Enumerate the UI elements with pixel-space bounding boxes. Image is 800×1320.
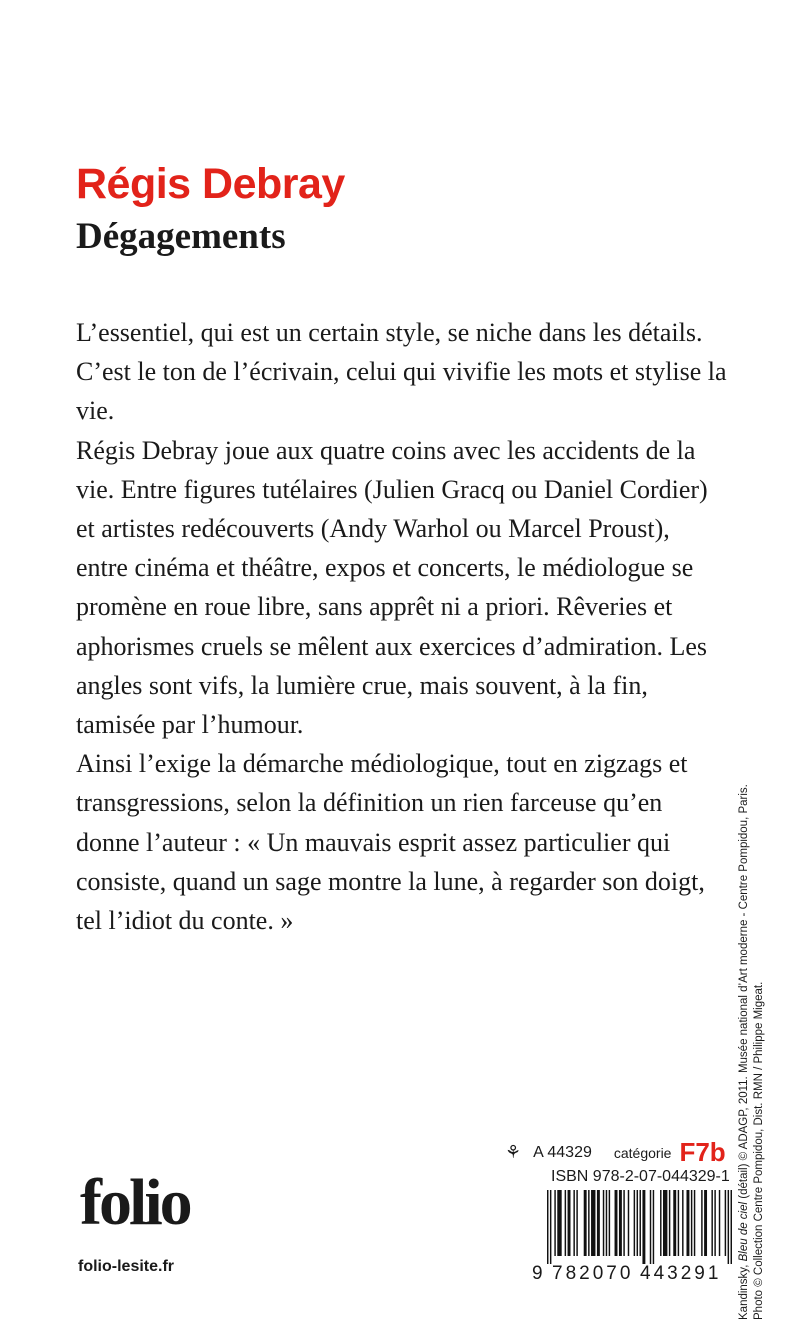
barcode-bar	[691, 1190, 692, 1256]
barcode-bar	[565, 1190, 566, 1256]
barcode-bar	[603, 1190, 604, 1256]
barcode-bar	[623, 1190, 624, 1256]
back-cover-blurb	[76, 313, 728, 940]
barcode-digit-group-1: 782070	[552, 1263, 634, 1284]
barcode-bar	[673, 1190, 676, 1256]
publisher-website: folio-lesite.fr	[78, 1258, 175, 1275]
book-title: Dégagements	[76, 216, 286, 257]
barcode-bar	[606, 1190, 607, 1256]
barcode-bar	[640, 1190, 641, 1256]
image-credits	[737, 690, 797, 1320]
barcode-bar	[637, 1190, 638, 1256]
barcode-bar	[701, 1190, 702, 1256]
barcode-bar	[597, 1190, 600, 1256]
barcode-bar	[731, 1190, 732, 1264]
barcode-bar	[591, 1190, 595, 1256]
credits-line-2: Photo © Collection Centre Pompidou, Dist. RMN / Philippe Migeat.	[753, 981, 765, 1320]
barcode	[547, 1190, 732, 1264]
blurb-paragraph-3: Ainsi l’exige la démarche médiologique, tout en zigzags et transgressions, selon la définition un rien farceuse qu’en donne l’auteur : « Un mauvais esprit assez particulier qui consiste, quand un sage montre la lune, à regarder son doigt, tel l’idiot du conte. »	[76, 749, 705, 936]
article-number: A 44329	[533, 1143, 592, 1161]
barcode-bar	[584, 1190, 587, 1256]
barcode-bar	[728, 1190, 729, 1264]
isbn: ISBN 978-2-07-044329-1	[551, 1168, 730, 1185]
author-name: Régis Debray	[76, 160, 345, 208]
category-code: F7b	[679, 1137, 726, 1167]
barcode-bar	[554, 1190, 555, 1256]
barcode-bar	[694, 1190, 695, 1256]
barcode-bar	[653, 1190, 654, 1264]
collection-symbol-icon: ⚘	[505, 1142, 522, 1162]
barcode-bar	[547, 1190, 548, 1264]
barcode-bar	[650, 1190, 651, 1264]
credits-line-1: Kandinsky, Bleu de ciel (détail) © ADAGP, 2011. Musée national d’Art moderne - Centre Pompidou, Paris.	[738, 784, 750, 1320]
barcode-bar	[678, 1190, 679, 1256]
category-label: catégorie	[613, 1144, 672, 1161]
blurb-paragraph-2: Régis Debray joue aux quatre coins avec les accidents de la vie. Entre figures tutélaires (Julien Gracq ou Daniel Cordier) et artistes redécouverts (Andy Warhol ou Marcel Proust), entre cinéma et théâtre, expos et concerts, le médiologue se promène en roue libre, sans apprêt ni a priori. Rêveries et aphorismes cruels se mêlent aux exercices d’admiration. Les angles sont vifs, la lumière crue, mais souvent, à la fin, tamisée par l’humour.	[76, 435, 708, 740]
blurb-paragraph-1: L’essentiel, qui est un certain style, se niche dans les détails. C’est le ton de l’écrivain, celui qui vivifie les mots et stylise la vie.	[76, 318, 727, 426]
barcode-bar	[711, 1190, 712, 1256]
barcode-bar	[663, 1190, 667, 1256]
barcode-bar	[725, 1190, 726, 1256]
barcode-bar	[628, 1190, 629, 1256]
publisher-logo: folio	[80, 1166, 190, 1239]
barcode-bar	[686, 1190, 689, 1256]
barcode-bar	[557, 1190, 561, 1256]
barcode-bar	[719, 1190, 720, 1256]
barcode-bar	[634, 1190, 635, 1256]
barcode-bar	[619, 1190, 622, 1256]
barcode-bar	[573, 1190, 574, 1256]
barcode-digit-group-2: 443291	[640, 1263, 722, 1284]
barcode-bar	[669, 1190, 670, 1256]
barcode-bar	[642, 1190, 645, 1264]
barcode-bar	[576, 1190, 577, 1256]
barcode-bar	[704, 1190, 707, 1256]
barcode-bar	[615, 1190, 618, 1256]
barcode-bar	[682, 1190, 683, 1256]
barcode-bar	[550, 1190, 551, 1264]
barcode-bar	[714, 1190, 715, 1256]
barcode-digit-first: 9	[532, 1263, 544, 1284]
catalog-code-row	[505, 1137, 726, 1168]
barcode-bar	[588, 1190, 589, 1256]
barcode-bar	[660, 1190, 661, 1256]
barcode-bar	[609, 1190, 610, 1256]
barcode-bar	[568, 1190, 571, 1256]
